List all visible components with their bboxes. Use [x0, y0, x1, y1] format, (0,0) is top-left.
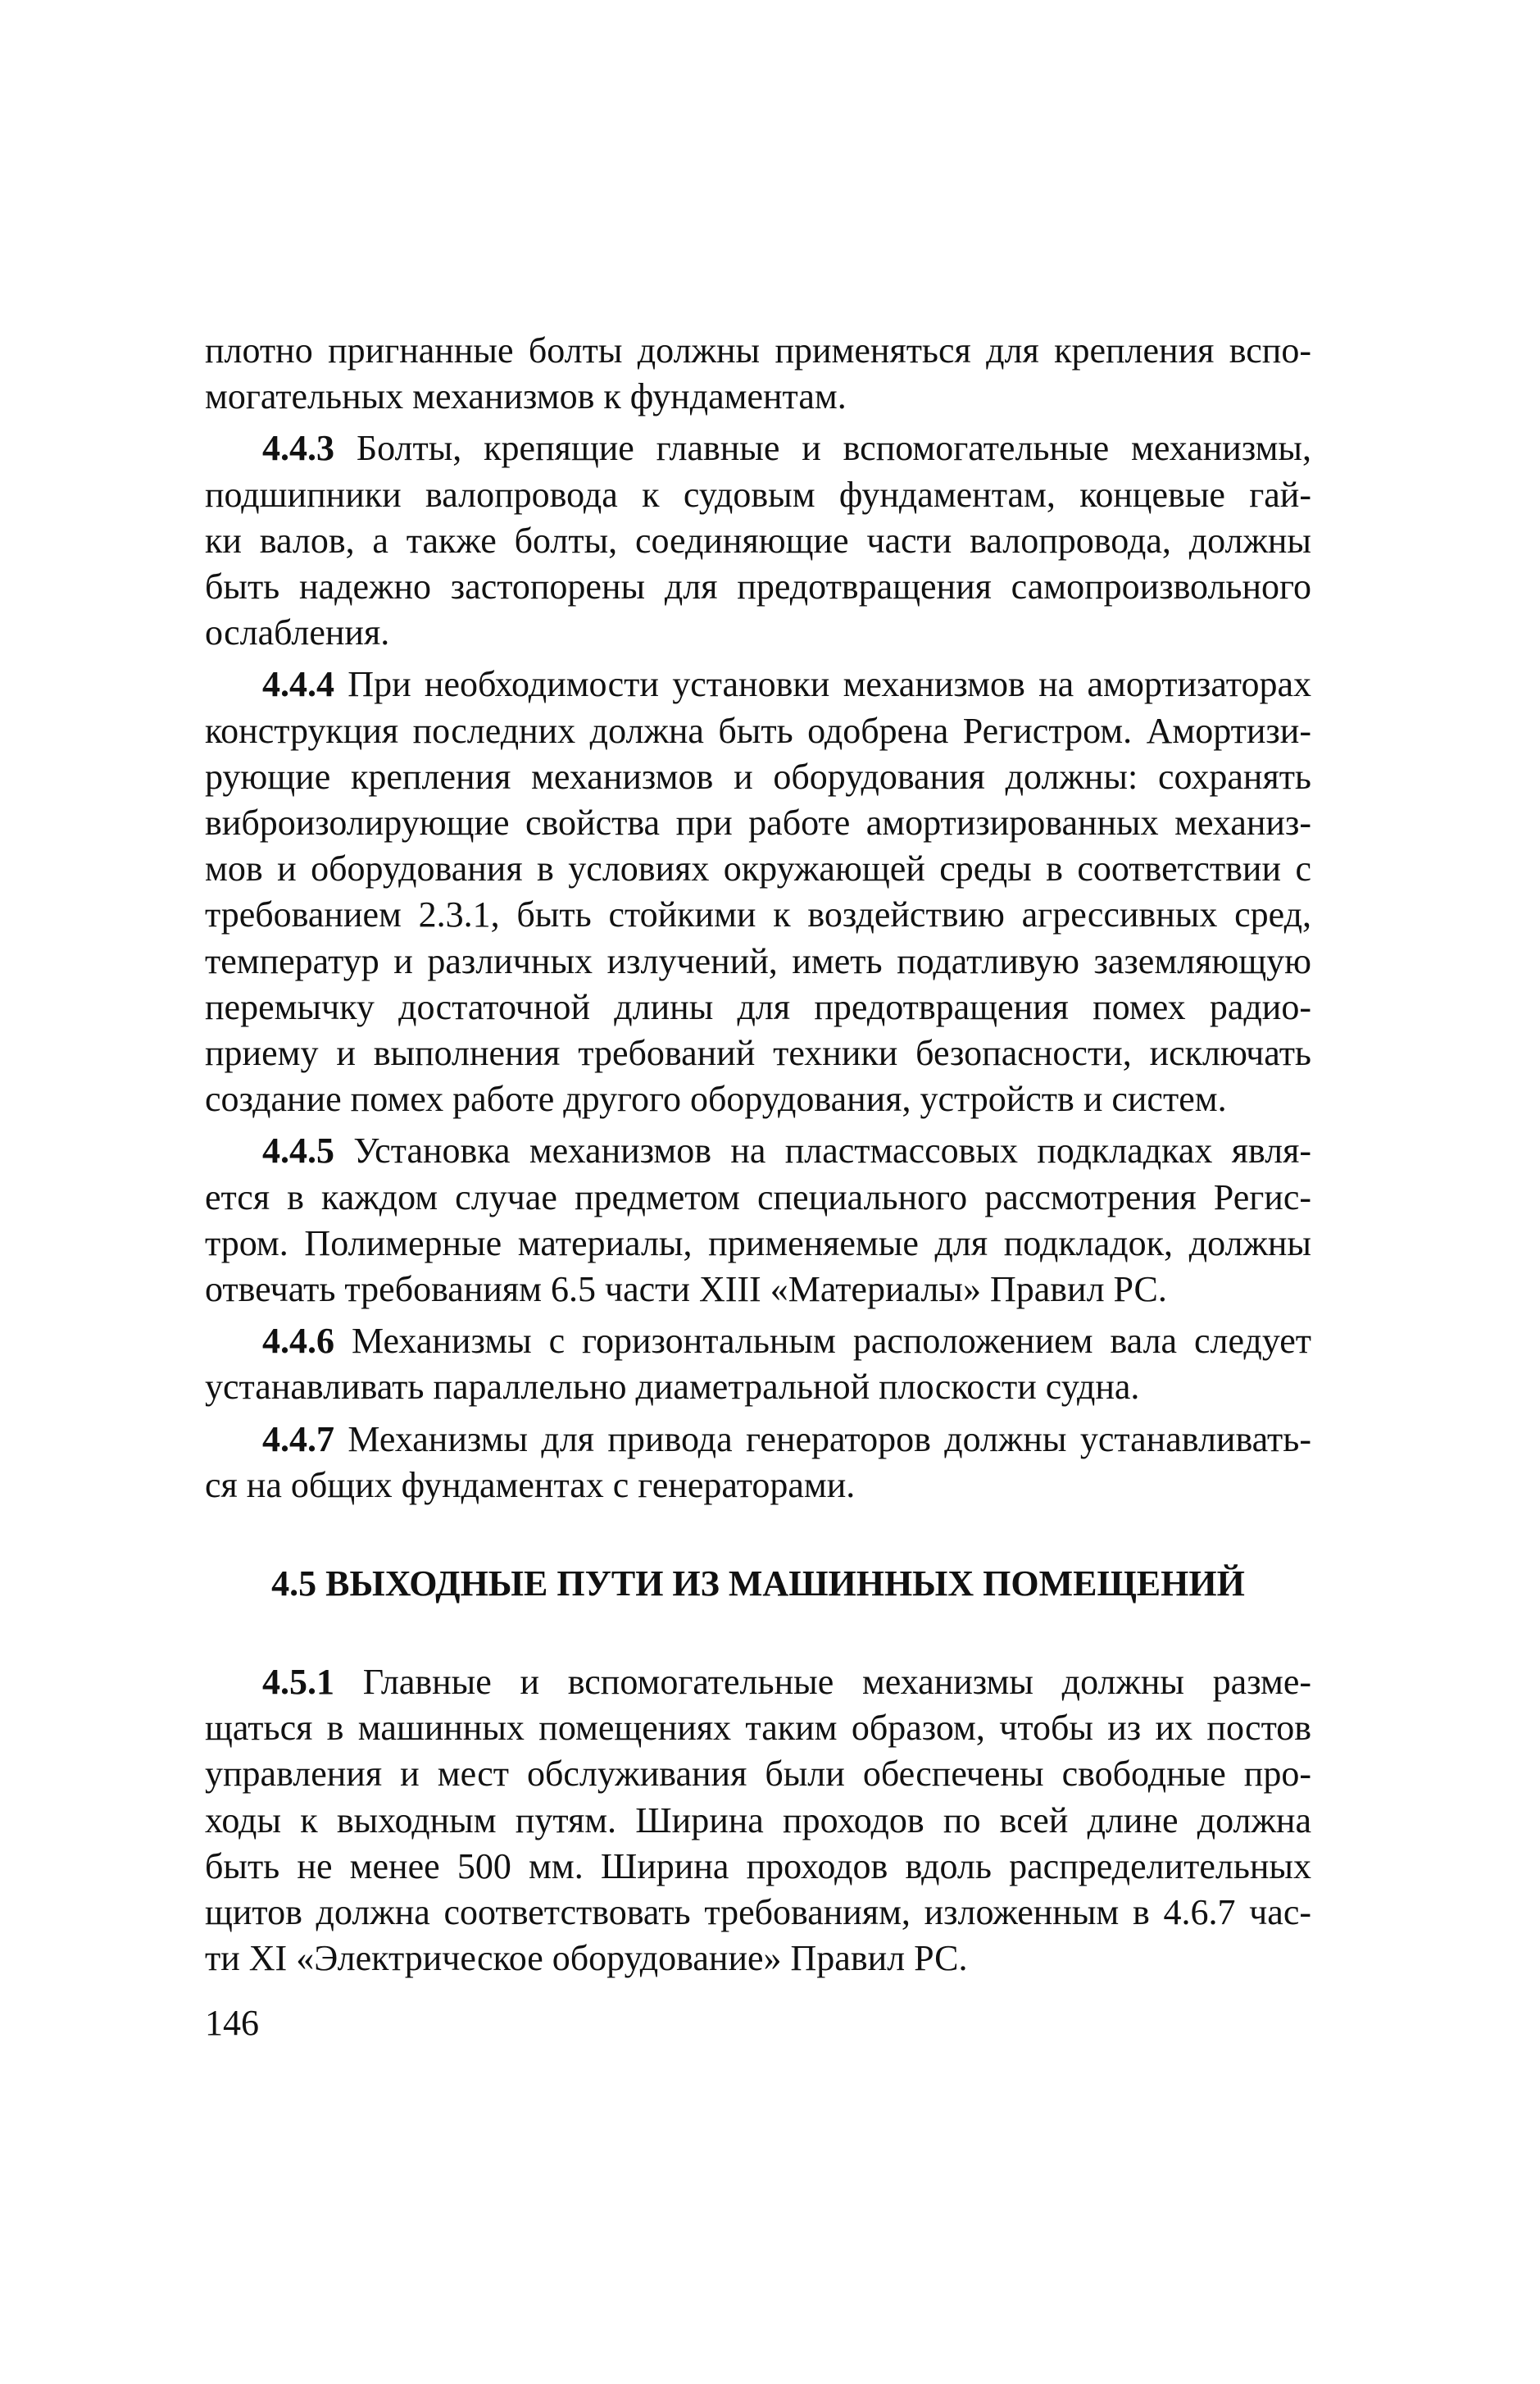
- paragraph-continuation: [205, 328, 1311, 420]
- clause-4-4-3: [205, 425, 1311, 656]
- text-line: приему и выполнения требований техники безопасности, исключать: [205, 1033, 1311, 1074]
- text-line: ется в каждом случае предметом специального рассмотрения Регис-: [205, 1176, 1311, 1217]
- text-line: [205, 1417, 1311, 1463]
- text-line: [205, 662, 1311, 707]
- clause-4-4-5: [205, 1128, 1311, 1313]
- text-line: быть надежно застопорены для предотвращения самопроизвольного: [205, 566, 1311, 607]
- text-line: могательных механизмов к фундаментам.: [205, 376, 847, 417]
- text-line: ходы к выходным путям. Ширина проходов по всей длине должна: [205, 1799, 1311, 1840]
- clause-number: 4.4.5: [262, 1131, 334, 1172]
- text-line: требованием 2.3.1, быть стойкими к воздействию агрессивных сред,: [205, 894, 1311, 935]
- clause-4-4-7: [205, 1417, 1311, 1508]
- text-line: плотно пригнанные болты должны применяться для крепления вспо-: [205, 330, 1311, 371]
- text-line: ти XI «Электрическое оборудование» Правил РС.: [205, 1938, 968, 1979]
- text-line: управления и мест обслуживания были обеспечены свободные про-: [205, 1754, 1311, 1795]
- clause-number: 4.4.3: [262, 428, 334, 469]
- clause-number: 4.4.7: [262, 1418, 334, 1459]
- text-line: мов и оборудования в условиях окружающей среды в соответствии с: [205, 849, 1311, 889]
- section-heading: 4.5 ВЫХОДНЫЕ ПУТИ ИЗ МАШИННЫХ ПОМЕЩЕНИЙ: [271, 1563, 1245, 1604]
- text-line: создание помех работе другого оборудования, устройств и систем.: [205, 1079, 1227, 1120]
- clause-4-5-1: [205, 1659, 1311, 1981]
- text-line: рующие крепления механизмов и оборудования должны: сохранять: [205, 756, 1311, 797]
- text-line: щаться в машинных помещениях таким образом, чтобы из их постов: [205, 1708, 1311, 1749]
- text-line: перемычку достаточной длины для предотвращения помех радио-: [205, 986, 1311, 1027]
- text-line: виброизолирующие свойства при работе амортизированных механиз-: [205, 803, 1311, 844]
- text-line: [205, 1128, 1311, 1174]
- clause-4-4-6: [205, 1318, 1311, 1410]
- clause-4-4-4: [205, 662, 1311, 1122]
- text-line: быть не менее 500 мм. Ширина проходов вдоль распределительных: [205, 1845, 1311, 1886]
- clause-text: Главные и вспомогательные механизмы должны разме-: [334, 1662, 1311, 1703]
- text-line: [205, 425, 1311, 471]
- clause-text: Механизмы для привода генераторов должны устанавливать-: [334, 1418, 1311, 1459]
- text-line: конструкция последних должна быть одобрена Регистром. Амортизи-: [205, 710, 1311, 751]
- clause-number: 4.4.6: [262, 1321, 334, 1362]
- text-line: ки валов, а также болты, соединяющие части валопровода, должны: [205, 520, 1311, 561]
- text-line: устанавливать параллельно диаметральной плоскости судна.: [205, 1367, 1140, 1408]
- text-line: [205, 1318, 1311, 1364]
- clause-text: При необходимости установки механизмов на амортизаторах: [334, 664, 1311, 705]
- clause-number: 4.5.1: [262, 1662, 334, 1703]
- text-line: щитов должна соответствовать требованиям, изложенным в 4.6.7 час-: [205, 1892, 1311, 1933]
- clause-text: Механизмы с горизонтальным расположением вала следует: [334, 1321, 1311, 1362]
- text-line: тром. Полимерные материалы, применяемые для подкладок, должны: [205, 1222, 1311, 1263]
- page-body: [205, 328, 1311, 1982]
- page-number: 146: [205, 2003, 259, 2043]
- clause-number: 4.4.4: [262, 664, 334, 705]
- text-line: ослабления.: [205, 612, 390, 653]
- text-line: [205, 1659, 1311, 1705]
- text-line: отвечать требованиям 6.5 части XIII «Материалы» Правил РС.: [205, 1269, 1167, 1310]
- text-line: ся на общих фундаментах с генераторами.: [205, 1464, 856, 1505]
- text-line: подшипники валопровода к судовым фундаментам, концевые гай-: [205, 474, 1311, 515]
- clause-text: Установка механизмов на пластмассовых подкладках явля-: [334, 1131, 1311, 1172]
- text-line: температур и различных излучений, иметь податливую заземляющую: [205, 940, 1311, 981]
- clause-text: Болты, крепящие главные и вспомогательные механизмы,: [334, 428, 1311, 469]
